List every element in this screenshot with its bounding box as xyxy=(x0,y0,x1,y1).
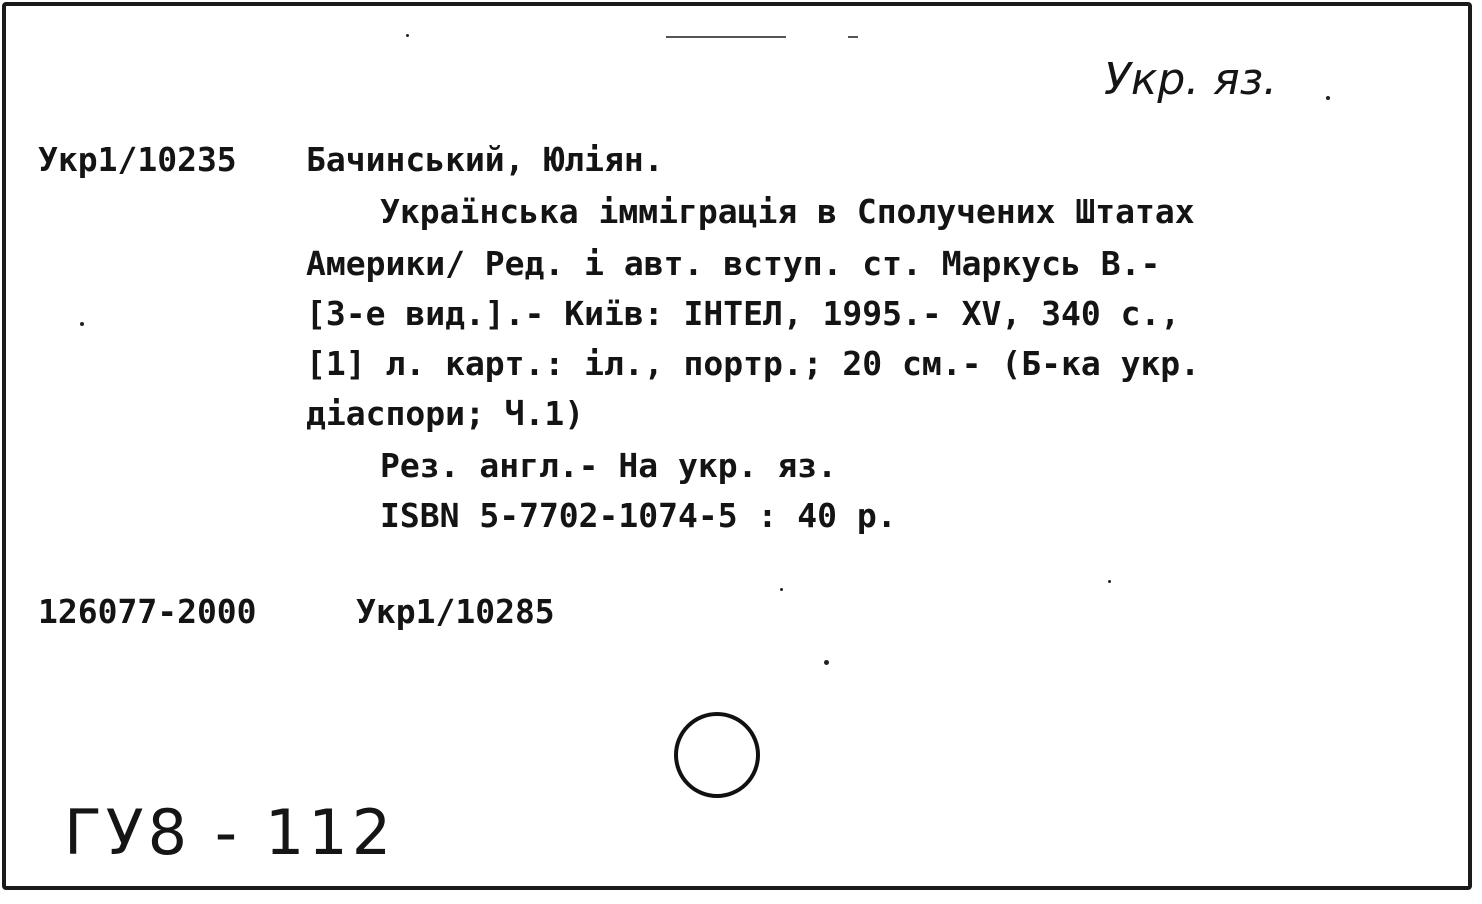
record-number: 126077-2000 xyxy=(38,592,257,631)
language-note: Рез. англ.- На укр. яз. xyxy=(380,446,837,485)
speck xyxy=(406,34,409,37)
speck xyxy=(1108,580,1111,583)
author-heading: Бачинський, Юліян. xyxy=(306,140,664,179)
top-mark xyxy=(666,36,786,38)
title-line-2: Америки/ Ред. і авт. вступ. ст. Маркусь В.- xyxy=(306,244,1161,283)
title-line-1: Українська імміграція в Сполучених Штатах xyxy=(380,192,1195,231)
call-number: Укр1/10235 xyxy=(38,140,237,179)
handwritten-language-note: Укр. яз. xyxy=(1104,54,1278,105)
edition-line: [3-е вид.].- Київ: ІНТЕЛ, 1995.- XV, 340 с., xyxy=(306,294,1181,333)
speck xyxy=(80,322,84,326)
punch-hole xyxy=(674,712,760,798)
isbn-price: ISBN 5-7702-1074-5 : 40 р. xyxy=(380,496,897,535)
speck xyxy=(1326,96,1330,100)
top-mark xyxy=(848,36,858,38)
series-line: діаспори; Ч.1) xyxy=(306,394,585,433)
handwritten-shelf-mark: ГУ8 - 112 xyxy=(64,796,396,869)
record-call-number: Укр1/10285 xyxy=(356,592,555,631)
speck xyxy=(780,588,783,591)
speck xyxy=(824,660,829,665)
physical-description-line: [1] л. карт.: іл., портр.; 20 см.- (Б-ка укр. xyxy=(306,344,1201,383)
